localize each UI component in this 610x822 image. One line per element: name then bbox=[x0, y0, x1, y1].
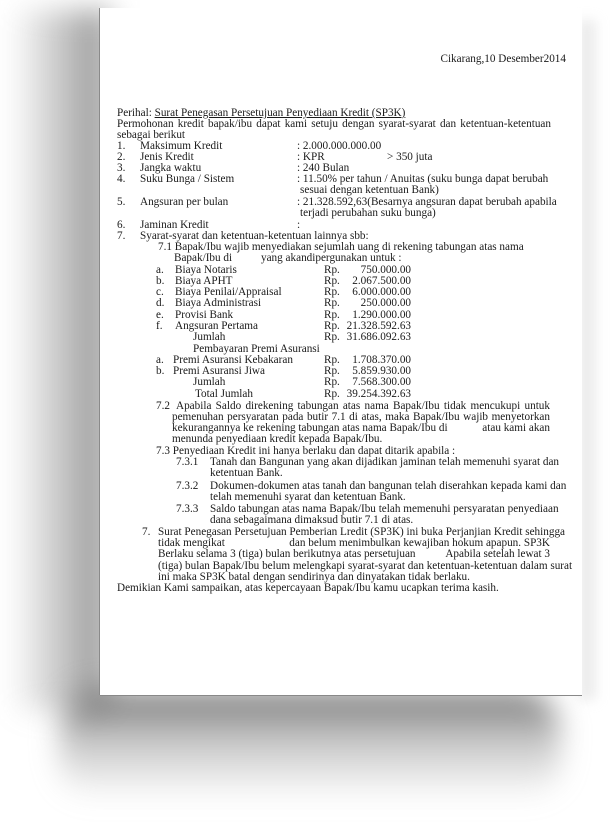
s73-item-line: Saldo tabungan atas nama Bapak/Ibu telah memenuhi persyaratan penyediaan bbox=[210, 503, 559, 515]
insurance-heading: Pembayaran Premi Asuransi bbox=[193, 343, 320, 355]
s71-line-2: Bapak/Ibu di yang akandipergunakan untuk : bbox=[174, 252, 402, 264]
intro-line-1: Permohonan kredit bapak/ibu dapat kami setuju dengan syarat-syarat dan ketentuan-ketentuan bbox=[117, 118, 551, 130]
subject-label: Perihal: bbox=[117, 107, 152, 119]
s73-item-line: Dokumen-dokumen atas tanah dan bangunan telah diserahkan kepada kami dan bbox=[210, 480, 567, 492]
s73-item-line: ketentuan Bank. bbox=[210, 467, 283, 479]
page-shadow-left bbox=[10, 10, 110, 710]
s72-line-4: menunda penyediaan kredit kepada Bapak/Ibu. bbox=[172, 433, 383, 445]
s72-line-3: kekurangannya ke rekening tabungan atas nama Bapak/Ibu di atau kami akan bbox=[172, 422, 550, 434]
s72-line-2: pemenuhan persyaratan pada butir 7.1 di atas, maka Bapak/Ibu wajib menyetorkan bbox=[172, 411, 550, 423]
s72-number: 7.2 bbox=[156, 400, 170, 412]
closing-line-4: (tiga) bulan Bapak/Ibu belum melengkapi syarat-syarat dan ketentuan-ketentuan dalam surat bbox=[158, 560, 573, 572]
term-5-cont: terjadi perubahan suku bunga) bbox=[300, 207, 436, 219]
place-date: Cikarang,10 Desember2014 bbox=[440, 53, 566, 65]
intro-line-2: sebagai berikut bbox=[117, 129, 186, 141]
s73-item-number: 7.3.2 bbox=[176, 480, 199, 492]
s73-item-number: 7.3.1 bbox=[176, 456, 199, 468]
s71-line-1: 7.1 Bapak/Ibu wajib menyediakan sejumlah uang di rekening tabungan atas nama bbox=[158, 241, 524, 253]
final-line: Demikian Kami sampaikan, atas kepercayaan Bapak/Ibu kamu ucapkan terima kasih. bbox=[117, 582, 499, 594]
s73-item-line: telah memenuhi syarat dan ketentuan Bank. bbox=[210, 491, 406, 503]
page-shadow-bottom bbox=[60, 690, 560, 800]
document-page: Cikarang,10 Desember2014 Perihal: Surat Penegasan Persetujuan Penyediaan Kredit (SP3K) Permohonan kredit bapak/ibu dapat kami setuju dengan syarat-syarat dan ketentuan-ketentuan sebagai berikut 1. Maksimum Kredit : 2.000.000.000.00 2. Jenis Kredit : KPR > 350 juta 3. Jangka waktu : 240 Bulan 4. Suku Bunga / Sistem : 11.50% per tahun / Anuitas (suku bunga dapat berubah sesuai dengan ketentuan Bank) 5. Angsuran per bulan : 21.328.592,63(Besarnya angsuran dapat berubah apabila terjadi perubahan suku bunga) 6. Jaminan Kredit : 7. Syarat-syarat dan ketentuan-ketentuan lainnya sbb: 7.1 Bapak/Ibu wajib menyediakan sejumlah uang di rekening tabungan atas nama Bapak/Ibu di yang akandipergunakan untuk : a. Biaya Notaris Rp. 750.000.00 b. Biaya APHT Rp. 2.067.500.00 c. Biaya Penilai/Appraisal Rp. 6.000.000.00 d. Biaya Administrasi Rp. 250.000.00 e. Provisi Bank Rp. 1.290.000.00 f. Angsuran Pertama Rp. 21.328.592.63 Jumlah Rp. 31.686.092.63 Pembayaran Premi Asuransi a. Premi Asuransi Kebakaran Rp. 1.708.370.00 b. Premi Asuransi Jiwa Rp. 5.859.930.00 Jumlah Rp. 7.568.300.00 Total Jumlah Rp. 39.254.392.63 7.2 Apabila Saldo direkening tabungan atas nama Bapak/Ibu tidak mencukupi untuk pemenuhan persyaratan pada butir 7.1 di atas, maka Bapak/Ibu wajib menyetorkan kekurangannya ke rekening tabungan atas nama Bapak/Ibu di atau kami akan menunda penyediaan kredit kepada Bapak/Ibu. 7.3 Penyediaan Kredit ini hanya berlaku dan dapat ditarik apabila : 7.3.1 Tanah dan Bangunan yang akan dijadikan jaminan telah memenuhi syarat dan ketentuan Bank. 7.3.2 Dokumen-dokumen atas tanah dan bangunan telah diserahkan kepada kami dan telah memenuhi syarat dan ketentuan Bank. 7.3.3 Saldo tabungan atas nama Bapak/Ibu telah memenuhi persyaratan penyediaan dana sebagaimana dimaksud butir 7.1 di atas. 7. Surat Penegasan Persetujuan Pemberian Lredit (SP3K) ini buka Perjanjian Kredit sehingga tidak mengikat dan belum menimbulkan kewajiban hokum apapun. SP3K Berlaku selama 3 (tiga) bulan berikutnya atas persetujuan Apabila setelah lewat 3 (tiga) bulan Bapak/Ibu belum melengkapi syarat-syarat dan ketentuan-ketentuan dalam surat ini maka SP3K batal dengan sendirinya dan dinyatakan tidak berlaku. Demikian Kami sampaikan, atas kepercayaan Bapak/Ibu kamu ucapkan terima kasih. bbox=[100, 8, 582, 695]
s73-item-number: 7.3.3 bbox=[176, 503, 199, 515]
closing-line-3: Berlaku selama 3 (tiga) bulan berikutnya atas persetujuan Apabila setelah lewat 3 bbox=[158, 548, 550, 560]
closing-line-1: Surat Penegasan Persetujuan Pemberian Lredit (SP3K) ini buka Perjanjian Kredit sehingga bbox=[158, 526, 566, 538]
subject-title: Surat Penegasan Persetujuan Penyediaan Kredit (SP3K) bbox=[154, 107, 406, 119]
closing-number: 7. bbox=[142, 526, 151, 538]
closing-line-5: ini maka SP3K batal dengan sendirinya dan dinyatakan tidak berlaku. bbox=[158, 571, 470, 583]
s72-line-1: Apabila Saldo direkening tabungan atas nama Bapak/Ibu tidak mencukupi untuk bbox=[176, 400, 550, 412]
s73-heading: 7.3 Penyediaan Kredit ini hanya berlaku dan dapat ditarik apabila : bbox=[156, 445, 456, 457]
closing-line-2: tidak mengikat dan belum menimbulkan kewajiban hokum apapun. SP3K bbox=[158, 537, 550, 549]
term-4-cont: sesuai dengan ketentuan Bank) bbox=[300, 184, 439, 196]
s73-item-line: Tanah dan Bangunan yang akan dijadikan jaminan telah memenuhi syarat dan bbox=[210, 456, 560, 468]
s73-item-line: dana sebagaimana dimaksud butir 7.1 di atas. bbox=[210, 514, 414, 526]
